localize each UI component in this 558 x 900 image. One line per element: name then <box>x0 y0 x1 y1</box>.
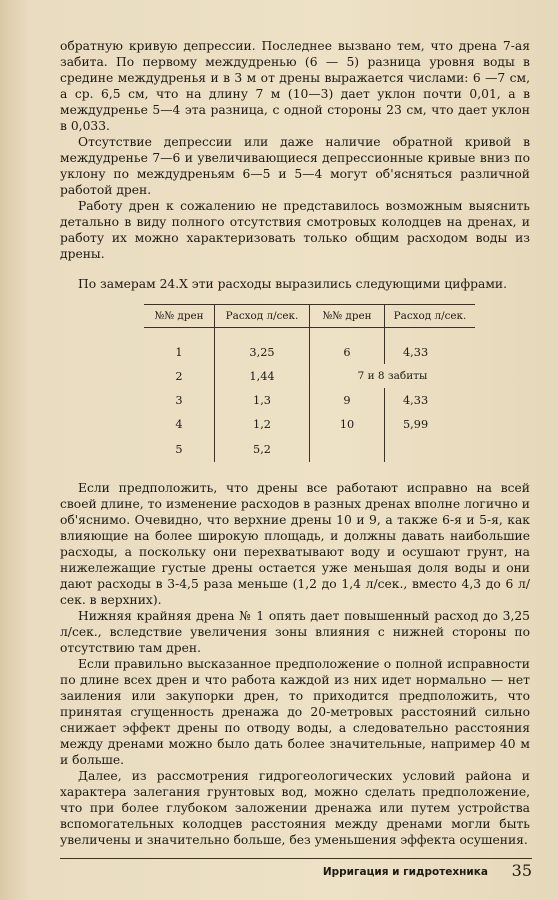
cell-drain-no: 1 <box>175 345 183 359</box>
table-row <box>144 388 475 412</box>
paragraph-continuation: обратную кривую депрессии. Последнее вызвано тем, что дрена 7-ая забита. По первому междудренью (6 — 5) разница уровня воды в средине междудренья и в 3 м от дрены выражается числами: 6 —7 см, а ср. 6,5 см, что на длину 7 м (10—3) дает уклон почти 0,01, а в междудренье 5—4 эта разница, с одной стороны 23 см, что дает уклон в 0,033. <box>60 39 530 133</box>
cell-discharge-2: 4,33 <box>385 388 476 412</box>
drain-discharge-table <box>144 304 475 462</box>
table-spacer-row <box>144 328 475 341</box>
table-intro: По замерам 24.X эти расходы выразились следующими цифрами. <box>78 277 508 291</box>
cell-drain-no-2: 10 <box>310 412 385 436</box>
header-drain-no-2: №№ дрен <box>310 305 385 328</box>
table-row <box>144 412 475 436</box>
cell-drain-no-2: 6 <box>310 340 385 364</box>
cell-discharge: 1,3 <box>215 388 310 412</box>
table-row <box>144 340 475 364</box>
cell-drain-no: 4 <box>175 417 183 431</box>
cell-discharge: 1,2 <box>215 412 310 436</box>
cell-drain-no-2 <box>310 436 385 462</box>
header-discharge-2: Расход л/сек. <box>385 305 476 328</box>
cell-discharge: 3,25 <box>215 340 310 364</box>
header-drain-no: №№ дрен <box>144 305 215 328</box>
cell-drain-no: 3 <box>175 393 183 407</box>
cell-discharge: 1,44 <box>215 364 310 388</box>
cell-drain-no: 2 <box>175 369 183 383</box>
cell-drains-clogged: 7 и 8 забиты <box>310 364 476 388</box>
page-footer <box>60 858 532 889</box>
cell-discharge: 5,2 <box>215 436 310 462</box>
cell-drain-no: 5 <box>175 442 183 456</box>
cell-discharge-2: 4,33 <box>385 340 476 364</box>
paragraph-drain-work: Работу дрен к сожалению не представилось возможным выяснить детально в виду полного отсутствия смотровых колодцев на дренах, и работу их можно характеризовать только общим расходом воды из дрены. <box>60 199 530 261</box>
cell-discharge-2: 5,99 <box>385 412 476 436</box>
table-row <box>144 364 475 388</box>
paragraph-no-depression: Отсутствие депрессии или даже наличие обратной кривой в междудренье 7—6 и увеличивающиеся депрессионные кривые вниз по уклону по междудреньям 6—5 и 5—4 могут об'ясняться различной работой дрен. <box>60 135 530 197</box>
paragraph-spacing: Если правильно высказанное предположение о полной исправности по длине всех дрен и что работа каждой из них идет нормально — нет заиления или закупорки дрен, то приходится предположить, что принятая сгущенность дренажа до 20-метровых расстояний сильно снижает эффект дрены по отводу воды, а следовательно расстояния между дренами можно было дать более значительные, например 40 м и больше. <box>60 657 530 767</box>
paragraph-conclusion: Далее, из рассмотрения гидрогеологических условий района и характера залегания грунтовых вод, можно сделать предположение, что при более глубоком заложении дренажа или путем устройства вспомогательных колодцев расстояния между дренами могли быть увеличены и значительно больше, без уменьшения эффекта осушения. <box>60 769 530 847</box>
header-discharge: Расход л/сек. <box>215 305 310 328</box>
page-number: 35 <box>511 861 532 880</box>
paragraph-assumption: Если предположить, что дрены все работают исправно на всей своей длине, то изменение расходов в разных дренах вполне логично и об'яснимо. Очевидно, что верхние дрены 10 и 9, а также 6-я и 5-я, как влияющие на более широкую площадь, и должны давать наибольшие расходы, а поскольку они перехватывают воду и осушают грунт, на нижележащие густые дрены остается уже меньшая доля воды и они дают расходы в 3-4,5 раза меньше (1,2 до 1,4 л/сек., вместо 4,3 до 6 л/сек. в верхних). <box>60 481 530 607</box>
paragraph-drain-one: Нижняя крайняя дрена № 1 опять дает повышенный расход до 3,25 л/сек., вследствие увеличения зоны влияния с нижней стороны по отсутствию там дрен. <box>60 609 530 655</box>
journal-title: Ирригация и гидротехника <box>322 866 488 878</box>
cell-discharge-2 <box>385 436 476 462</box>
table-header-row <box>144 305 475 328</box>
table-row <box>144 436 475 462</box>
cell-drain-no-2: 9 <box>310 388 385 412</box>
